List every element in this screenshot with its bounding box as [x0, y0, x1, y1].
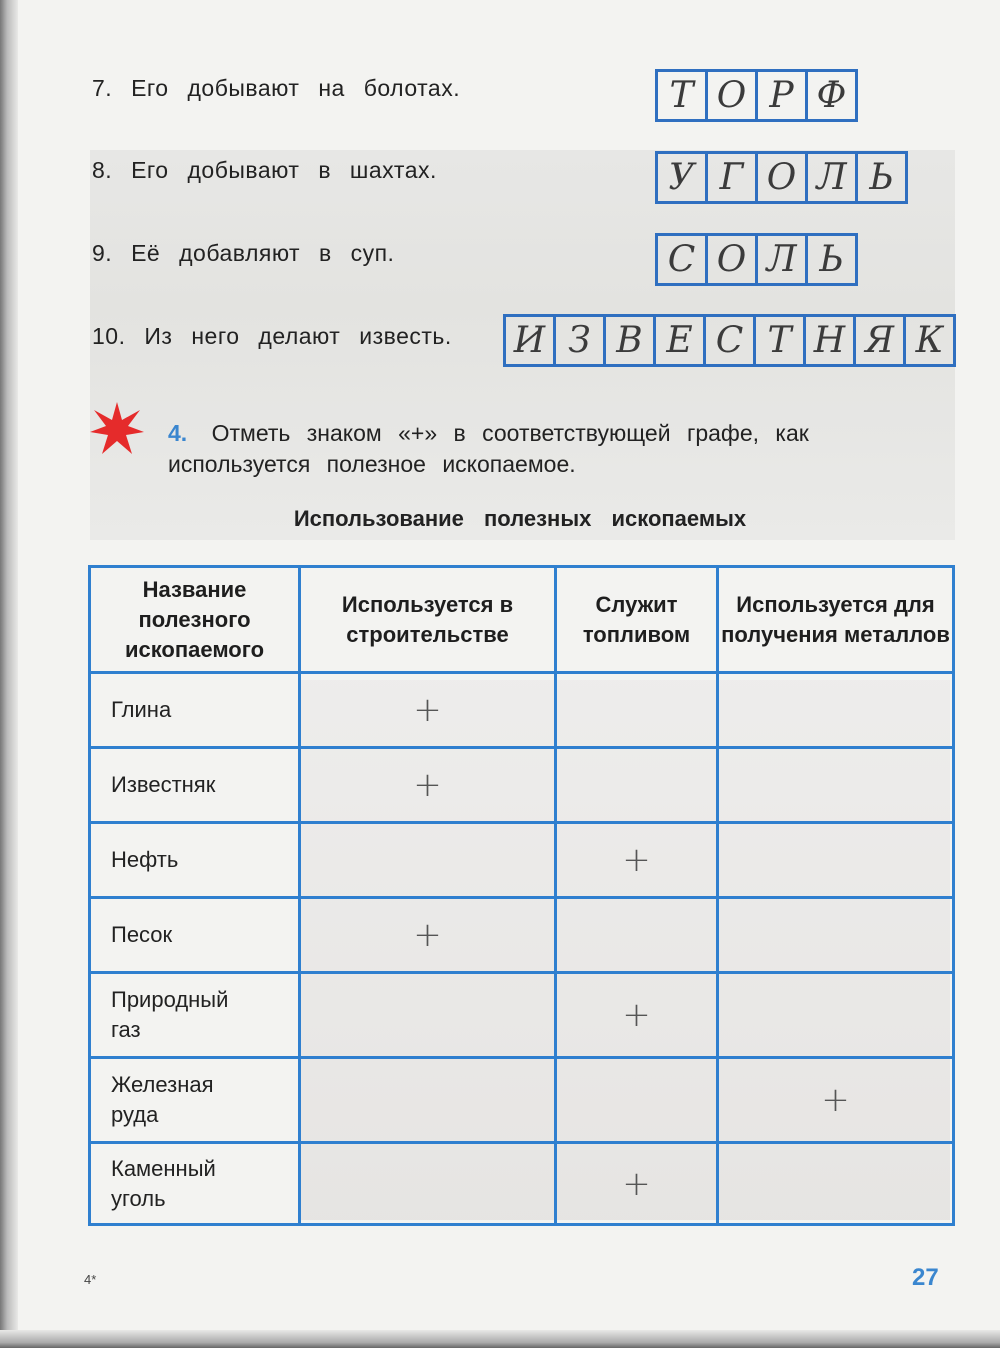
question-9 — [92, 240, 394, 267]
table-row — [90, 748, 954, 823]
question-number: 8. — [92, 157, 113, 183]
table-row — [90, 898, 954, 973]
answer-boxes-10[interactable] — [503, 314, 956, 367]
mark-cell[interactable] — [300, 1143, 556, 1225]
table-row — [90, 673, 954, 748]
header-metals: Используется для получения металлов — [718, 567, 954, 673]
mark-cell[interactable]: + — [718, 1058, 954, 1143]
mark-cell[interactable]: + — [300, 748, 556, 823]
mineral-name: Глина — [90, 673, 300, 748]
answer-cell[interactable]: С — [658, 236, 708, 283]
answer-cell[interactable]: К — [915, 320, 944, 361]
header-fuel: Служит топливом — [556, 567, 718, 673]
mark-cell[interactable] — [556, 1058, 718, 1143]
mark-cell[interactable] — [718, 673, 954, 748]
mineral-name — [90, 973, 300, 1058]
answer-cell[interactable]: Т — [658, 72, 708, 119]
answer-cell[interactable]: Л — [758, 236, 808, 283]
table-row — [90, 1143, 954, 1225]
header-construction: Используется в строительстве — [300, 567, 556, 673]
question-number: 7. — [92, 75, 113, 101]
mark-cell[interactable] — [718, 898, 954, 973]
answer-boxes-9[interactable] — [655, 233, 858, 286]
mineral-name: Известняк — [90, 748, 300, 823]
answer-cell[interactable]: Л — [808, 154, 858, 201]
answer-cell[interactable]: Ь — [819, 239, 844, 280]
table-row — [90, 823, 954, 898]
answer-cell[interactable]: Ф — [816, 75, 847, 116]
answer-boxes-8[interactable] — [655, 151, 908, 204]
answer-cell[interactable]: О — [708, 72, 758, 119]
book-spine-shadow — [0, 0, 18, 1348]
page-number: 27 — [912, 1264, 939, 1291]
mark-cell[interactable] — [556, 748, 718, 823]
mark-cell[interactable] — [718, 973, 954, 1058]
question-number: 9. — [92, 240, 113, 266]
answer-cell[interactable]: У — [658, 154, 708, 201]
mark-cell[interactable]: + — [556, 1143, 718, 1225]
answer-cell[interactable]: И — [506, 317, 556, 364]
answer-cell[interactable]: Г — [708, 154, 758, 201]
mark-cell[interactable] — [300, 823, 556, 898]
mineral-name — [90, 1058, 300, 1143]
minerals-usage-table — [88, 565, 955, 1226]
mark-cell[interactable] — [556, 898, 718, 973]
answer-cell[interactable]: С — [706, 317, 756, 364]
answer-cell[interactable]: Р — [758, 72, 808, 119]
table-title: Использование полезных ископаемых — [293, 506, 747, 531]
mark-cell[interactable]: + — [556, 823, 718, 898]
mark-cell[interactable] — [556, 673, 718, 748]
answer-cell[interactable]: Е — [656, 317, 706, 364]
answer-cell[interactable]: Т — [756, 317, 806, 364]
answer-cell[interactable]: В — [606, 317, 656, 364]
page-bottom-edge — [0, 1330, 1000, 1348]
table-row — [90, 973, 954, 1058]
question-number: 10. — [92, 323, 126, 349]
mark-cell[interactable] — [300, 1058, 556, 1143]
mark-cell[interactable] — [718, 823, 954, 898]
mark-cell[interactable]: + — [300, 898, 556, 973]
table-header-row — [90, 567, 954, 673]
mineral-name-text: Природный газ — [111, 987, 229, 1042]
task-4-instruction — [168, 418, 958, 480]
mineral-name-text: Каменный уголь — [111, 1155, 216, 1211]
answer-cell[interactable]: Ь — [869, 157, 894, 198]
answer-cell[interactable]: О — [758, 154, 808, 201]
mineral-name-text: Железная руда — [111, 1072, 214, 1127]
question-10 — [92, 323, 452, 350]
question-text: Его добывают на болотах. — [131, 75, 461, 101]
question-8 — [92, 157, 437, 184]
mark-cell[interactable] — [300, 973, 556, 1058]
table-row — [90, 1058, 954, 1143]
corner-mark: 4* — [84, 1272, 97, 1287]
mineral-name: Песок — [90, 898, 300, 973]
mineral-name: Нефть — [90, 823, 300, 898]
answer-cell[interactable]: Н — [806, 317, 856, 364]
question-7 — [92, 75, 460, 102]
mark-cell[interactable]: + — [556, 973, 718, 1058]
question-text: Из него делают известь. — [144, 323, 452, 349]
answer-cell[interactable]: Я — [856, 317, 906, 364]
mark-cell[interactable]: + — [300, 673, 556, 748]
task-number: 4. — [168, 420, 188, 446]
question-text: Её добавляют в суп. — [131, 240, 395, 266]
answer-cell[interactable]: О — [708, 236, 758, 283]
task-text: Отметь знаком «+» в соответствующей графе, как используется полезное ископаемое. — [168, 420, 809, 477]
mark-cell[interactable] — [718, 1143, 954, 1225]
header-mineral-name: Название полезного ископаемого — [90, 567, 300, 673]
answer-cell[interactable]: З — [556, 317, 606, 364]
mark-cell[interactable] — [718, 748, 954, 823]
answer-boxes-7[interactable] — [655, 69, 858, 122]
mineral-name — [90, 1143, 300, 1225]
question-text: Его добывают в шахтах. — [131, 157, 437, 183]
star-icon — [90, 402, 144, 456]
